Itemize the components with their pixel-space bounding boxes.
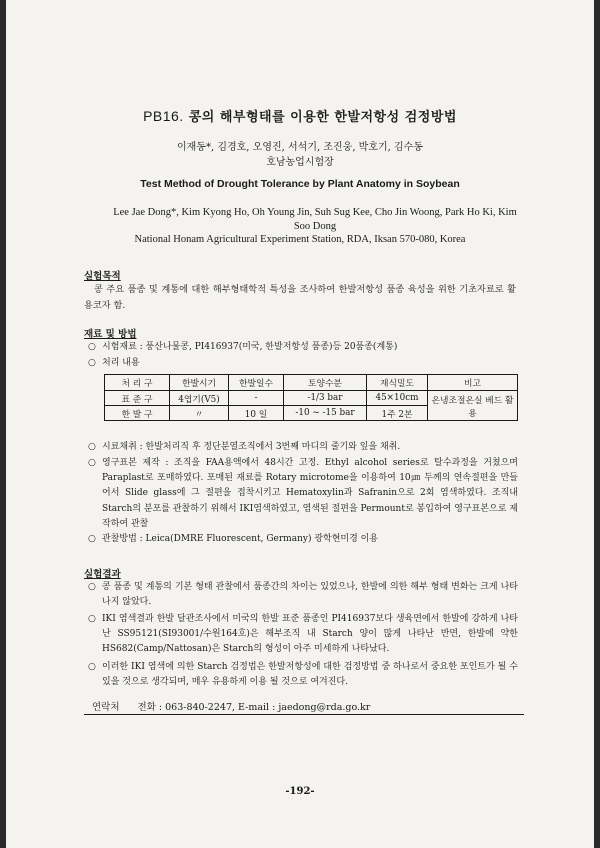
material-text: 시험재료 : 풍산나물콩, PI416937(미국, 한발저항성 품종)등 20품종(계통): [102, 342, 398, 352]
table-note-cell: 온냉조절온실 베드 활용: [428, 391, 518, 421]
table-cell: 표 준 구: [105, 391, 170, 406]
table-cell: -1/3 bar: [284, 391, 367, 406]
scan-edge-left: [0, 0, 6, 848]
contact-details: 전화 : 063-840-2247, E-mail : jaedong@rda.go.kr: [137, 702, 371, 713]
results-item-1-text: 콩 품종 및 계통의 기본 형태 관찰에서 품종간의 차이는 있었으나, 한발에 의한 해부 형태 변화는 크게 나타나지 않았다.: [102, 582, 518, 608]
contact-label: 연락처: [92, 702, 120, 713]
treatment-table: [104, 374, 518, 421]
table-cell: 〃: [170, 406, 229, 421]
table-cell: -10 ~ -15 bar: [284, 406, 367, 421]
bullet-mark: ○: [88, 614, 96, 624]
bullet-mark: ○: [88, 582, 96, 592]
bullet-mark: ○: [88, 662, 96, 672]
purpose-heading: 실험목적: [84, 271, 121, 282]
table-cell: 45×10cm: [367, 391, 428, 406]
results-item-3: [88, 660, 518, 690]
page-number: -192-: [285, 786, 315, 797]
authors-english: Lee Jae Dong*, Kim Kyong Ho, Oh Young Jin, Suh Sug Kee, Cho Jin Woong, Park Ho Ki, Kim Soo Dong: [113, 207, 517, 232]
sampling-text: 시료채취 : 한발처리직 후 정단분열조직에서 3번째 마디의 줄기와 잎을 채취.: [102, 442, 401, 452]
bullet-mark: ○: [88, 342, 96, 352]
methods-sampling: [88, 440, 518, 455]
authors-korean: 이재동*, 김경호, 오영진, 서석기, 조진웅, 박호기, 김수동: [176, 142, 423, 153]
bullet-mark: ○: [88, 534, 96, 544]
contact-divider: [84, 714, 524, 715]
table-row: [105, 391, 518, 406]
results-item-3-text: 이러한 IKI 염색에 의한 Starch 검정법은 한발저항성에 대한 검정방법 중 하나로서 중요한 포인트가 될 수 있을 것으로 생각되며, 매우 유용하게 이용 될 것으로 여겨진다.: [102, 662, 518, 688]
results-item-2: [88, 612, 518, 658]
table-header-cell: 처 리 구: [105, 375, 170, 391]
observation-text: 관찰방법 : Leica(DMRE Fluorescent, Germany) 광학현미경 이용: [102, 534, 379, 544]
paper-title: [0, 106, 600, 125]
methods-process-label: [88, 356, 518, 371]
table-header-row: [105, 375, 518, 391]
institution-english: National Honam Agricultural Experiment Station, RDA, Iksan 570-080, Korea: [134, 234, 466, 245]
bullet-mark: ○: [88, 458, 96, 468]
paper-code: PB16.: [143, 108, 184, 124]
bullet-mark: ○: [88, 442, 96, 452]
scan-edge-right: [594, 0, 600, 848]
table-cell: -: [229, 391, 284, 406]
table-cell: 한 발 구: [105, 406, 170, 421]
table-header-cell: 재식밀도: [367, 375, 428, 391]
slide-prep-text: 영구표본 제작 : 조직을 FAA용액에서 48시간 고정. Ethyl alcohol series로 탈수과정을 거쳤으며 Paraplast로 포매하였다. 포매된 재료를 Rotary microtome을 이용하여 10㎛ 두께의 연속절편을 만들어서 Slide glass에 그 절편을 접착시키고 Hematoxylin과 Safranin으로 2회 염색하였다. 조직내 Starch의 분포를 관찰하기 위해서 IKI염색하였고, 염색된 절편을 Permount로 봉입하여 영구표본으로 제작하여 관찰: [102, 458, 518, 529]
table-cell: 10 일: [229, 406, 284, 421]
bullet-mark: ○: [88, 358, 96, 368]
table-cell: 4엽기(V5): [170, 391, 229, 406]
methods-slide-prep: [88, 456, 518, 532]
table-header-cell: 토양수분: [284, 375, 367, 391]
paper-title-text: 콩의 해부형태를 이용한 한발저항성 검정방법: [183, 110, 457, 125]
table-cell: 1주 2본: [367, 406, 428, 421]
methods-heading: 재료 및 방법: [84, 329, 137, 340]
contact-info: [92, 699, 370, 713]
results-heading: 실험결과: [84, 569, 121, 580]
methods-observation: [88, 532, 518, 547]
table-header-cell: 비고: [428, 375, 518, 391]
table-header-cell: 한발일수: [229, 375, 284, 391]
institution-korean: 호남농업시험장: [266, 157, 334, 168]
paper-title-english: Test Method of Drought Tolerance by Plant Anatomy in Soybean: [140, 178, 460, 190]
purpose-text: 콩 주요 품종 및 계통에 대한 해부형태학적 특성을 조사하여 한발저항성 품종 육성을 위한 기초자료로 활용코자 함.: [84, 284, 516, 311]
results-item-2-text: IKI 염색결과 한발 달관조사에서 미국의 한발 표준 품종인 PI416937보다 생육면에서 한발에 강하게 나타난 SS95121(SI93001/수원164호)은 해부조직 내 Starch 양이 많게 나타난 반면, 한발에 약한 HS682(Camp/Nattosan)은 Starch의 형성이 아주 미세하게 나타났다.: [102, 614, 518, 655]
process-label-text: 처리 내용: [102, 358, 140, 368]
table-header-cell: 한발시기: [170, 375, 229, 391]
results-item-1: [88, 580, 518, 610]
methods-material: [88, 340, 518, 355]
